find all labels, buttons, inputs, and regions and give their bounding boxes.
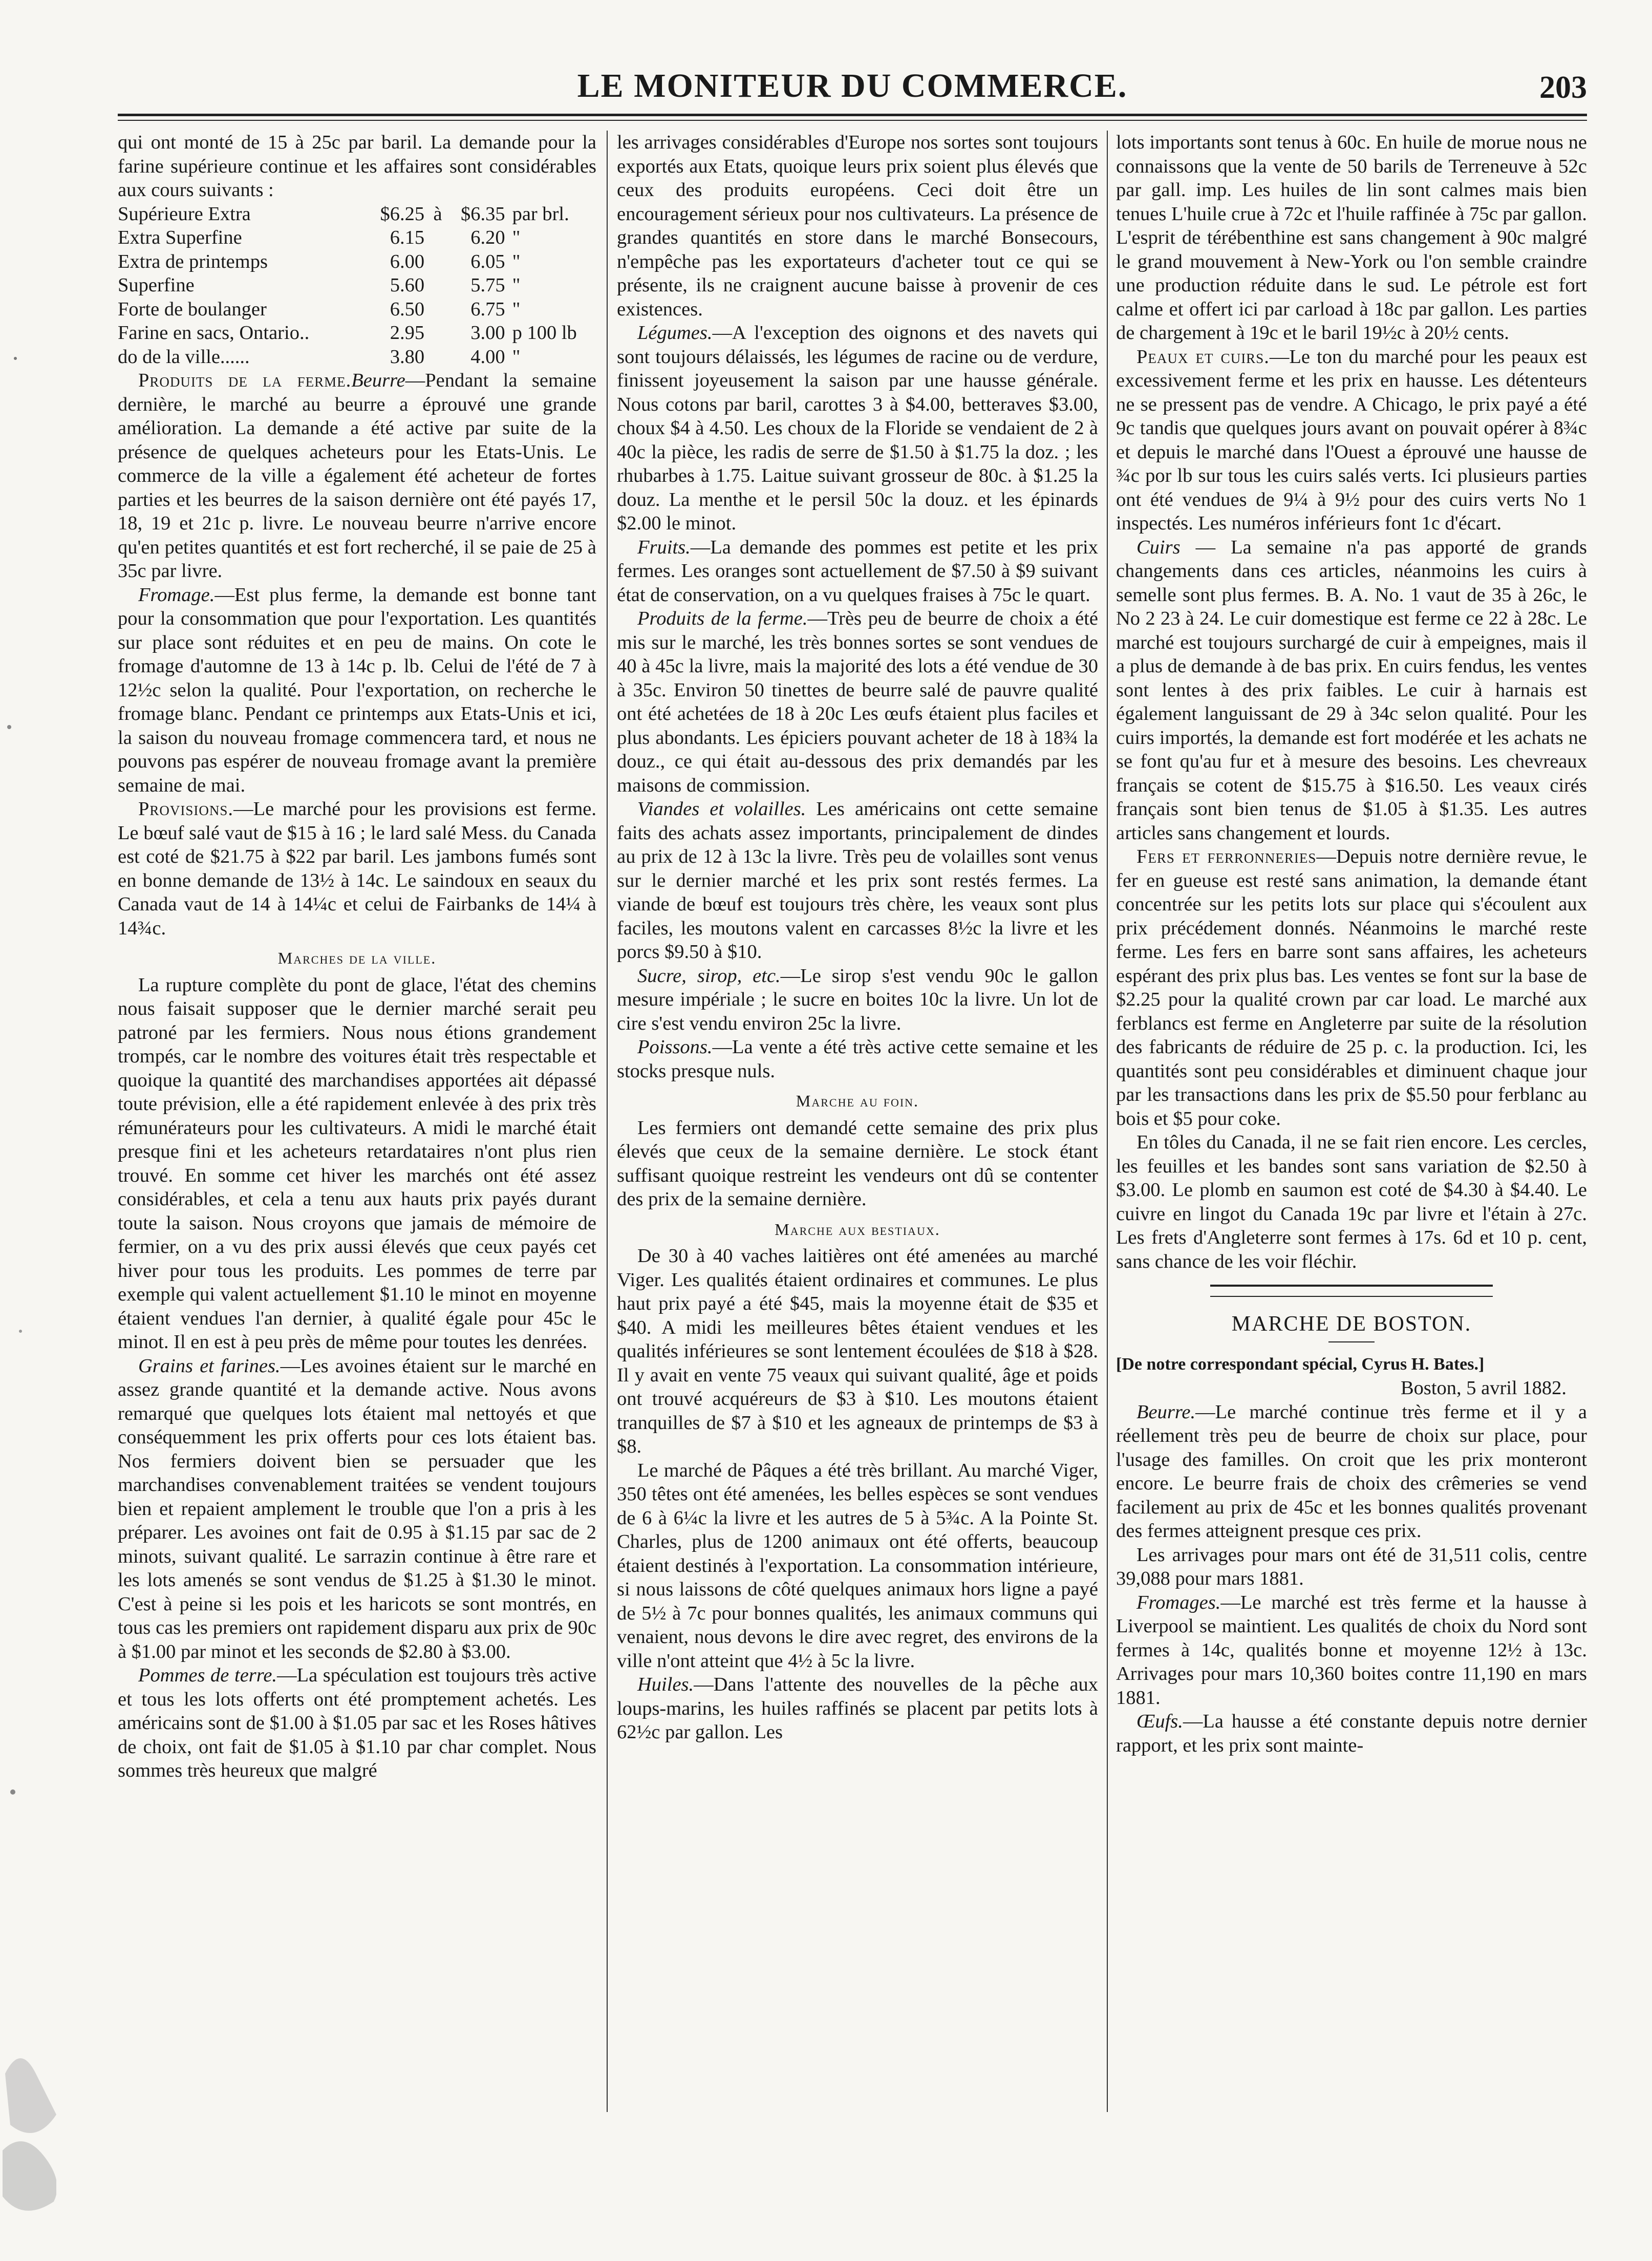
- edge-stain-marks: [0, 0, 56, 2258]
- page-number: 203: [1539, 70, 1587, 105]
- article-huiles: [617, 1673, 1098, 1744]
- flour-grade: Superfine: [118, 274, 195, 296]
- price-separator: à: [433, 203, 442, 225]
- price-high: 3.00: [470, 322, 505, 344]
- article-fruits: [617, 536, 1098, 607]
- article-bestiaux-1: De 30 à 40 vaches laitières ont été amenées au marché Viger. Les qualités étaient ordinaires et communes. Le plus haut prix payé a été $45, mais la moyenne était de $35 et $40. A midi les meilleures bêtes étaient vendues et les qualités inférieures se sont lentement écoulées de $18 à $28. Il y avait en vente 75 veaux qui suivant qualité, âge et poids ont trouvé acquéreurs de $3 à $10. Les moutons étaient tranquilles de $7 à $10 et les agneaux de printemps de $3 à $8.: [617, 1245, 1098, 1457]
- article-continuation: les arrivages considérables d'Europe nos sortes sont toujours exportés aux Etats, quoique leurs prix soient plus élevés que ceux des produits européens. Ceci doit être un encouragement sérieux pour nos cultivateurs. La présence de grandes quantités en store dans le marché Bonsecours, n'empêche pas les exportateurs d'acheter tout ce qui se présente, ils ne craignent aucune baisse à provenir de ces existences.: [617, 132, 1098, 320]
- article-text: —Dans l'attente des nouvelles de la pêche aux loups-marins, les huiles raffinés se placent par petits lots à 62½c par gallon. Les: [617, 1674, 1098, 1743]
- price-low: $6.25: [380, 203, 425, 225]
- price-low: 6.00: [390, 250, 425, 272]
- article-text: —La demande des pommes est petite et les prix fermes. Les oranges sont actuellement de $7.50 à $9 suivant état de conservation, on a vu quelques fraises à 75c le quart.: [617, 536, 1098, 606]
- flour-grade: Forte de boulanger: [118, 298, 267, 320]
- article-text: —Le ton du marché pour les peaux est excessivement ferme et les prix en hausse. Les détenteurs ne se pressent pas de vendre. A Chicago, le prix payé a été 9c tandis que quelques jours avant on pouvait opérer à 8¾c et depuis le marché dans l'Ouest a éprouvé une hausse de ¾c por lb sur tous les cuirs salés verts. Ici plusieurs parties ont été vendues de 9¼ à 9½ pour des cuirs verts No 1 inspectés. Les numéros inférieurs font 1c d'écart.: [1116, 346, 1587, 534]
- heading-underline: [1328, 1341, 1375, 1342]
- section-label: Fromage.: [138, 584, 215, 606]
- article-grains: [118, 1354, 596, 1664]
- price-separator: [424, 273, 442, 297]
- section-divider-thick: [1210, 1285, 1493, 1287]
- header-rule-thin: [118, 120, 1587, 121]
- flour-price-row: [118, 273, 596, 297]
- price-high: 6.05: [470, 250, 505, 272]
- article-produits: [617, 607, 1098, 797]
- article-text: —La spéculation est toujours très active et tous les lots offerts ont été promptement achetés. Les américains sont de $1.00 à $1.05 par sac et les Roses hâtives de choix, ont fait de $1.05 à $1.10 par char complet. Nous sommes très heureux que malgré: [118, 1665, 596, 1781]
- article-text: —Depuis notre dernière revue, le fer en gueuse est resté sans animation, la demande étant concentrée sur les petits lots sur place qui s'écoulent aux prix précédement donnés. Néanmoins le marché reste ferme. Les fers en barre sont sans affaires, les acheteurs espérant des prix plus bas. Les ventes se font sur la base de $2.25 pour la qualité crown par car load. Le marché aux ferblancs est ferme en Angleterre par suite de la résolution des fabricants de réduire de 25 p. c. la production. Ici, les quantités sont peu considérables et diminuent chaque jour par les transactions dans les prix de $5.50 pour ferblanc au bois et $5 pour coke.: [1116, 846, 1587, 1129]
- section-label: Poissons.: [637, 1036, 713, 1058]
- section-label: Fers et ferronneries: [1136, 846, 1317, 867]
- article-toles: En tôles du Canada, il ne se fait rien encore. Les cercles, les feuilles et les bandes sont sans variation de $2.50 à $3.00. Le plomb en saumon est coté de $4.30 à $4.40. Le cuivre en lingot du Canada 19c par livre et l'étain à 27c. Les frets d'Angleterre sont fermes à 17s. 6d et 10 p. cent, sans chance de les voir fléchir.: [1116, 1132, 1587, 1272]
- flour-price-row: [118, 345, 596, 369]
- article-beurre-boston: [1116, 1400, 1587, 1543]
- price-low: 6.50: [390, 298, 425, 320]
- section-label: Produits de la ferme.: [138, 370, 352, 391]
- price-low: 6.15: [390, 227, 425, 248]
- article-poissons: [617, 1035, 1098, 1083]
- section-label: Œufs.: [1136, 1711, 1183, 1732]
- section-label: Provisions.: [138, 798, 234, 820]
- article-text: —Les avoines étaient sur le marché en assez grande quantité et la demande active. Nous avons remarqué que quelques lots étaient mal nettoyés et que conséquemment les prix offerts pour ces lots étaient bas. Nos fermiers doivent bien se persuader que les marchandises convenablement traitées se vendent toujours bien et repaient amplement le trouble que l'on a pris à les préparer. Les avoines ont fait de 0.95 à $1.15 par sac de 2 minots, suivant qualité. Le sarrazin continue à être rare et les lots amenés se sont vendus de $1.25 à $1.30 le minot. C'est à peine si les pois et les haricots se sont montrés, en tous cas les premiers ont rapidement disparu aux prix de 90c à $1.00 par minot et les seconds de $2.80 à $3.00.: [118, 1355, 596, 1662]
- boston-heading: MARCHE DE BOSTON.: [1231, 1312, 1472, 1336]
- article-text: —Le sirop s'est vendu 90c le gallon mesure impériale ; le sucre en boites 10c la livre. Un lot de cire s'est vendu environ 25c la livre.: [617, 965, 1098, 1034]
- flour-price-row: [118, 321, 596, 345]
- price-unit: p 100 lb: [512, 322, 577, 344]
- article-oeufs: [1116, 1710, 1587, 1757]
- subsection-label: Beurre: [351, 370, 405, 391]
- price-separator: [424, 226, 442, 250]
- masthead-title: LE MONITEUR DU COMMERCE.: [577, 67, 1128, 104]
- section-label: Beurre.: [1136, 1401, 1196, 1423]
- article-cuirs: [1116, 536, 1587, 845]
- article-pommes-de-terre: [118, 1663, 596, 1783]
- article-produits-ferme: [118, 369, 596, 583]
- section-label: Viandes et volailles.: [637, 798, 806, 820]
- price-low: 2.95: [390, 322, 425, 344]
- flour-price-row: [118, 202, 596, 226]
- article-fers: [1116, 845, 1587, 1130]
- column-3: [1116, 131, 1587, 2112]
- article-legumes: [617, 321, 1098, 536]
- section-label: Pommes de terre.: [138, 1665, 277, 1686]
- article-text: —La vente a été très active cette semaine et les stocks presque nuls.: [617, 1036, 1098, 1082]
- section-label: Fromages.: [1136, 1591, 1221, 1613]
- page-header: [118, 67, 1587, 108]
- section-label: Sucre, sirop, etc.: [637, 965, 781, 987]
- section-label: Grains et farines.: [138, 1355, 281, 1377]
- article-peaux: [1116, 345, 1587, 536]
- flour-grade: Farine en sacs, Ontario..: [118, 322, 310, 344]
- article-continuation: lots importants sont tenus à 60c. En huile de morue nous ne connaissons que la vente de 50 barils de Terreneuve à 52c par gall. imp. Les huiles de lin sont calmes mais bien tenues L'huile crue à 72c et l'huile raffinée à 75c par gallon. L'esprit de térébenthine est sans changement à 90c malgré le grand mouvement à New-York ou l'on semble craindre une production réduite dans le sud. Le pétrole est fort calme et offert ici par carload à 18c par gallon. Les parties de chargement à 19c et le baril 19½c à 20½ cents.: [1116, 132, 1587, 344]
- section-heading-foin: Marche au foin.: [796, 1092, 919, 1110]
- article-fromages-boston: [1116, 1591, 1587, 1710]
- price-high: 6.75: [470, 298, 505, 320]
- flour-price-row: [118, 250, 596, 274]
- section-label: Produits de la ferme.: [637, 608, 808, 629]
- flour-intro: qui ont monté de 15 à 25c par baril. La demande pour la farine supérieure continue et les affaires sont considérables aux cours suivants :: [118, 132, 596, 201]
- header-rule-thick: [118, 114, 1587, 116]
- price-high: 5.75: [470, 274, 505, 296]
- price-separator: [424, 345, 442, 369]
- section-label: Légumes.: [637, 322, 713, 344]
- price-unit: ": [512, 227, 521, 248]
- article-sucre: [617, 964, 1098, 1036]
- article-provisions: [118, 797, 596, 940]
- price-high: $6.35: [460, 203, 505, 225]
- article-text: —Le marché est très ferme et la hausse à Liverpool se maintient. Les qualités de choix du Nord sont fermes à 14c, qualités bonne et moyenne 12½ à 13c. Arrivages pour mars 10,360 boites contre 11,190 en mars 1881.: [1116, 1591, 1587, 1709]
- correspondent-line: [De notre correspondant spécial, Cyrus H. Bates.]: [1116, 1354, 1485, 1374]
- price-unit: par brl.: [512, 203, 569, 225]
- price-low: 5.60: [390, 274, 425, 296]
- article-viandes: [617, 797, 1098, 964]
- price-separator: [424, 250, 442, 274]
- section-label: Fruits.: [637, 536, 691, 558]
- article-fromage: [118, 583, 596, 798]
- flour-grade: do de la ville......: [118, 346, 250, 368]
- flour-price-row: [118, 297, 596, 322]
- flour-grade: Extra Superfine: [118, 227, 242, 248]
- article-text: — La semaine n'a pas apporté de grands changements dans ces articles, néanmoins les cuirs à semelle sont plus fermes. B. A. No. 1 vaut de 35 à 26c, le No 2 23 à 24. Le cuir domestique est ferme ce 22 à 28c. Le marché est toujours surchargé de cuir à empeignes, mais il a plus de demande à de bas prix. En cuirs fendus, les ventes sont lentes à des prix faibles. Le cuir à harnais est également languissant de 29 à 34c selon qualité. Pour les cuirs importés, la demande est fort modérée et les achats ne se font qu'au fur et à mesure des besoins. Les chevreaux français se cotent de $15.75 à $16.50. Les veaux cirés français sont bien tenus de $1.05 à $1.35. Les autres articles sans changement et lourds.: [1116, 536, 1587, 844]
- article-foin: Les fermiers ont demandé cette semaine des prix plus élevés que ceux de la semaine dernière. Le stock étant suffisant quoique restreint les vendeurs ont dû se contenter des prix de la semaine dernière.: [617, 1117, 1098, 1210]
- section-divider-thin: [1210, 1296, 1493, 1297]
- article-text: —Très peu de beurre de choix a été mis sur le marché, les très bonnes sortes se sont vendues de 40 à 45c la livre, mais la majorité des lots a été vendue de 30 à 35c. Environ 50 tinettes de beurre salé de pauvre qualité ont été achetées de 18 à 20c Les œufs étaient plus faciles et plus abondants. Les épiciers pouvant acheter de 18 à 18¾ la douz., ce qui était au-dessous des prix demandés par les maisons de commission.: [617, 608, 1098, 796]
- flour-grade: Supérieure Extra: [118, 203, 251, 225]
- dateline: Boston, 5 avril 1882.: [1400, 1377, 1567, 1399]
- price-separator: [424, 321, 442, 345]
- section-label: Peaux et cuirs.: [1136, 346, 1270, 368]
- price-high: 6.20: [470, 227, 505, 248]
- article-text: —Le marché continue très ferme et il y a réellement très peu de beurre de choix sur place, pour l'usage des familles. On croit que les prix monteront encore. Le beurre frais de choix des crêmeries se vend facilement au prix de 45c et les bonnes qualités provenant des fermes atteignent presque ces prix.: [1116, 1401, 1587, 1542]
- price-low: 3.80: [390, 346, 425, 368]
- page-edge-stains: [0, 0, 56, 2258]
- article-arrivages: Les arrivages pour mars ont été de 31,511 colis, centre 39,088 pour mars 1881.: [1116, 1544, 1587, 1589]
- price-high: 4.00: [470, 346, 505, 368]
- column-2: [617, 131, 1098, 2112]
- price-unit: ": [512, 274, 521, 296]
- article-text: —A l'exception des oignons et des navets qui sont toujours délaissés, les légumes de racine ou de verdure, finissent joyeusement la saison par une hausse générale. Nous cotons par baril, carottes 3 à $4.00, betteraves $3.00, choux $4 à 4.50. Les choux de la Floride se vendaient de 2 à 40c la pièce, les radis de serre de $1.50 à $1.75 la doz. ; les rhubarbes à 1.75. Laitue suivant grosseur de 80c. à $1.25 la douz. La menthe et le persil 50c la douz. et les épinards $2.00 le minot.: [617, 322, 1098, 534]
- section-heading-marches-ville: Marches de la ville.: [277, 949, 437, 967]
- flour-price-row: [118, 226, 596, 250]
- article-text: Les américains ont cette semaine faits des achats assez importants, principalement de dindes au prix de 12 à 13c la livre. Très peu de volailles sont venus sur le dernier marché et les prix sont restés fermes. La viande de bœuf est toujours très chère, les veaux sont plus faciles, les moutons valent en carcasses 8½c la livre et les porcs $9.50 à $10.: [617, 798, 1098, 963]
- section-heading-bestiaux: Marche aux bestiaux.: [775, 1220, 940, 1239]
- price-unit: ": [512, 250, 521, 272]
- price-unit: ": [512, 298, 521, 320]
- column-divider-1: [607, 131, 608, 2112]
- article-text: —Le marché pour les provisions est ferme. Le bœuf salé vaut de $15 à 16 ; le lard salé Mess. du Canada est coté de $21.75 à $22 par baril. Les jambons fumés sont en bonne demande de 13½ à 14c. Le saindoux en seaux du Canada vaut de 14 à 14¼c et celui de Fairbanks de 14¼ à 14¾c.: [118, 798, 596, 939]
- article-marches-ville: La rupture complète du pont de glace, l'état des chemins nous faisait supposer que le dernier marché serait peu patroné par les fermiers. Nous nous étions grandement trompés, car le nombre des voitures était très respectable et quoique la quantité des marchandises apportées ait dépassé toute prévision, elle a été rapidement enlevée à des prix très rémunérateurs pour les cultivateurs. A midi le marché était presque fini et les acheteurs retardataires n'ont plus rien trouvé. En somme cet hiver les marchés ont été assez considérables, et cela a tenu aux hauts prix payés durant toute la saison. Nous croyons que jamais de mémoire de fermier, on a vu des prix aussi élevés que ceux payés cet hiver pour tous les produits. Les pommes de terre par exemple qui valent actuellement $1.10 le minot en moyenne étaient vendues l'an dernier, à qualité égale pour 45c le minot. Il en est à peu près de même pour toutes les denrées.: [118, 974, 596, 1353]
- price-unit: ": [512, 346, 521, 368]
- column-1: [118, 131, 596, 2112]
- section-label: Huiles.: [637, 1674, 694, 1695]
- flour-grade: Extra de printemps: [118, 250, 268, 272]
- article-text: —La hausse a été constante depuis notre dernier rapport, et les prix sont mainte-: [1116, 1711, 1587, 1756]
- flour-price-table: [118, 202, 596, 369]
- article-text: —Est plus ferme, la demande est bonne tant pour la consommation que pour l'exportation. Les quantités sur place sont réduites et en peu de mains. On cote le fromage d'automne de 13 à 14c p. lb. Celui de l'été de 7 à 12½c selon la qualité. Pour l'exportation, on recherche le fromage blanc. Pendant ce printemps aux Etats-Unis et ici, la saison du nouveau fromage commencera tard, et nous ne pouvons pas espérer de nouveau fromage avant la première semaine de mai.: [118, 584, 596, 796]
- section-label: Cuirs: [1136, 536, 1181, 558]
- article-bestiaux-2: Le marché de Pâques a été très brillant. Au marché Viger, 350 têtes ont été amenées, les belles espèces se sont vendues de 6 à 6¼c la livre et les autres de 5 à 5¾c. A la Pointe St. Charles, plus de 1200 animaux ont été offerts, beaucoup étaient destinés à l'exportation. La consommation intérieure, si nous laissons de côté quelques animaux hors ligne a payé de 5½ à 7c pour bonnes qualités, les animaux communs qui venaient, nous devons le dire avec regret, des environs de la ville n'ont atteint que 4½ à 5c la livre.: [617, 1459, 1098, 1672]
- price-separator: [424, 297, 442, 322]
- article-text: —Pendant la semaine dernière, le marché au beurre a éprouvé une grande amélioration. La demande a été active par suite de la présence de quelques acheteurs pour les Etats-Unis. Le commerce de la ville a également été acheteur de fortes parties et les beurres de la saison dernière ont été payés 17, 18, 19 et 21c p. livre. Le nouveau beurre n'arrive encore qu'en petites quantités et est fort recherché, il se paie de 25 à 35c par livre.: [118, 370, 596, 582]
- column-divider-2: [1107, 131, 1108, 2112]
